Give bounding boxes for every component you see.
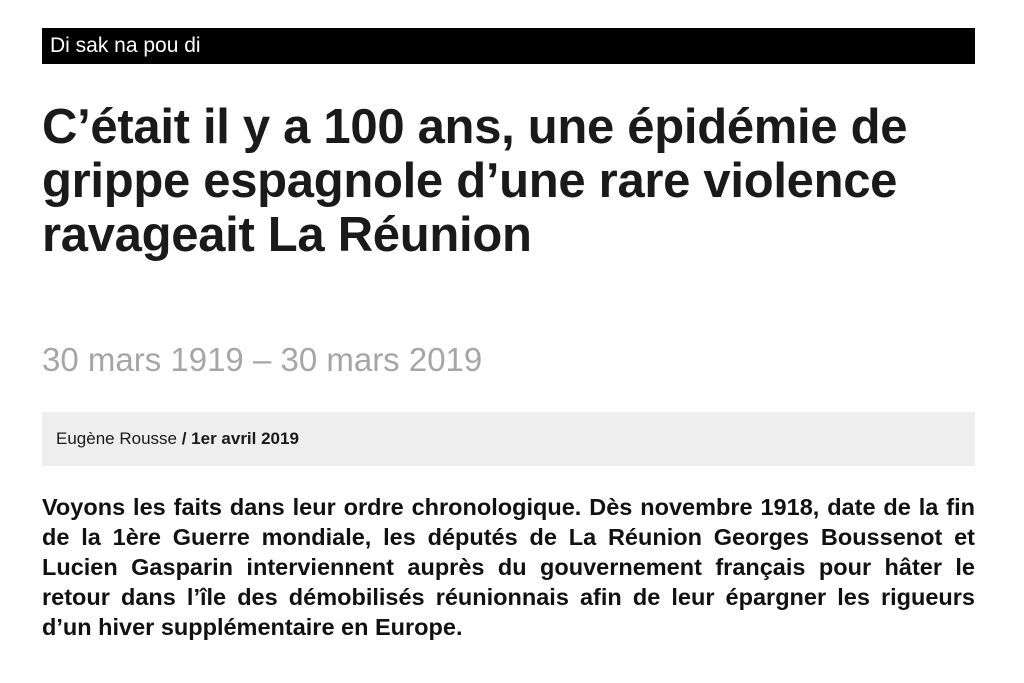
article-title: C’était il y a 100 ans, une épidémie de grippe espagnole d’une rare violence ravageait La Réunion (42, 100, 908, 262)
section-rubric[interactable]: Di sak na pou di (42, 28, 975, 64)
author-name[interactable]: Eugène Rousse (56, 429, 177, 448)
byline-separator: / (176, 429, 192, 448)
byline (42, 412, 975, 466)
publish-date: 1er avril 2019 (191, 429, 299, 448)
article-subtitle: 30 mars 1919 – 30 mars 2019 (42, 341, 483, 378)
article-lead-paragraph: Voyons les faits dans leur ordre chronologique. Dès novembre 1918, date de la fin de la 1ère Guerre mondiale, les députés de La Réunion Georges Boussenot et Lucien Gasparin interviennent auprès du gouvernement français pour hâter le retour dans l’île des démobilisés réunionnais afin de leur épargner les rigueurs d’un hiver supplémentaire en Europe. (42, 494, 975, 640)
